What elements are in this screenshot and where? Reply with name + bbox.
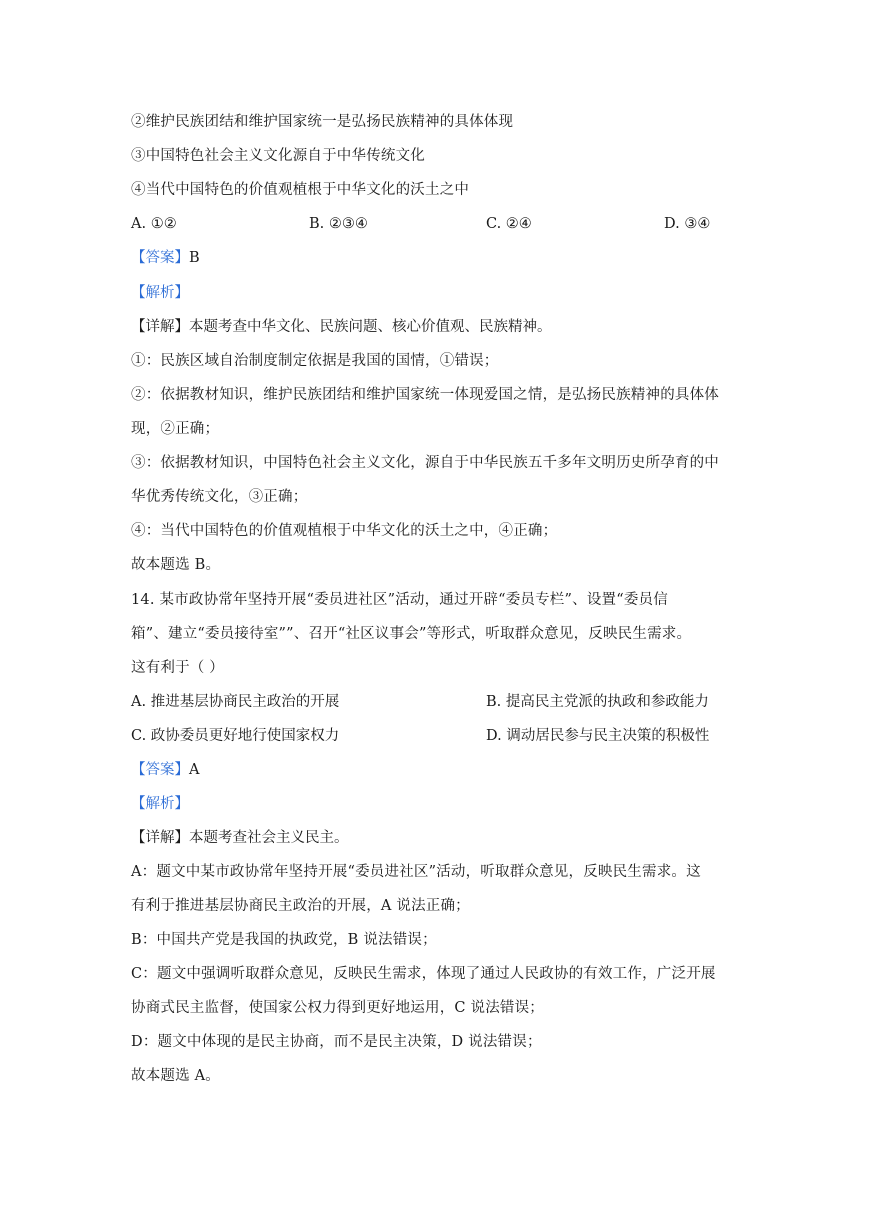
q13-explanation-3-line-1: ③：依据教材知识，中国特色社会主义文化，源自于中华民族五千多年文明历史所孕育的中 (131, 455, 719, 471)
q14-explanation-c-line-1: C：题文中强调听取群众意见，反映民生需求，体现了通过人民政协的有效工作，广泛开展 (131, 966, 716, 982)
q14-answer (131, 760, 199, 780)
q14-detail-label: 【详解】 (131, 830, 189, 846)
q14-answer-label: 【答案】 (131, 762, 189, 778)
q13-answer (131, 248, 200, 268)
q13-conclusion: 故本题选 B。 (131, 557, 221, 573)
q14-explanation-a-line-1: A：题文中某市政协常年坚持开展“委员进社区”活动，听取群众意见，反映民生需求。这 (131, 864, 701, 880)
q13-explanation-3-line-2: 华优秀传统文化，③正确； (131, 489, 308, 505)
q13-analysis-label: 【解析】 (131, 285, 189, 301)
q13-statement-4: ④当代中国特色的价值观植根于中华文化的沃土之中 (131, 182, 470, 198)
q14-option-d: D. 调动居民参与民主决策的积极性 (486, 728, 710, 744)
q14-stem-line-1: 14. 某市政协常年坚持开展“委员进社区”活动，通过开辟“委员专栏”、设置“委员信 (131, 592, 668, 608)
q14-stem-line-3: 这有利于（ ） (131, 660, 225, 676)
q14-explanation-b: B：中国共产党是我国的执政党，B 说法错误； (131, 932, 437, 948)
q14-detail (131, 828, 349, 848)
q14-explanation-a-line-2: 有利于推进基层协商民主政治的开展，A 说法正确； (131, 898, 470, 914)
q13-option-c: C. ②④ (486, 216, 532, 232)
q14-detail-text: 本题考查社会主义民主。 (189, 830, 349, 846)
q14-explanation-d: D：题文中体现的是民主协商，而不是民主决策，D 说法错误； (131, 1034, 542, 1050)
q14-option-b: B. 提高民主党派的执政和参政能力 (486, 694, 709, 710)
q13-detail (131, 317, 552, 337)
q13-answer-label: 【答案】 (131, 250, 189, 266)
q13-detail-label: 【详解】 (131, 319, 189, 335)
q13-explanation-2-line-1: ②：依据教材知识，维护民族团结和维护国家统一体现爱国之情，是弘扬民族精神的具体体 (131, 387, 719, 403)
q14-explanation-c-line-2: 协商式民主监督，使国家公权力得到更好地运用，C 说法错误； (131, 1000, 545, 1016)
q13-explanation-2-line-2: 现，②正确； (131, 421, 220, 437)
q13-option-a: A. ①② (131, 216, 177, 232)
q13-detail-text: 本题考查中华文化、民族问题、核心价值观、民族精神。 (189, 319, 552, 335)
q13-statement-2: ②维护民族团结和维护国家统一是弘扬民族精神的具体体现 (131, 114, 514, 130)
q13-statement-3: ③中国特色社会主义文化源自于中华传统文化 (131, 148, 425, 164)
q13-explanation-1: ①：民族区域自治制度制定依据是我国的国情，①错误； (131, 353, 499, 369)
q14-option-a: A. 推进基层协商民主政治的开展 (131, 694, 340, 710)
q14-answer-value: A (189, 762, 200, 778)
q14-conclusion: 故本题选 A。 (131, 1068, 220, 1084)
q13-option-b: B. ②③④ (309, 216, 368, 232)
q14-option-c: C. 政协委员更好地行使国家权力 (131, 728, 340, 744)
q14-analysis (131, 794, 189, 814)
q13-option-d: D. ③④ (664, 216, 711, 232)
q13-explanation-4: ④：当代中国特色的价值观植根于中华文化的沃土之中，④正确； (131, 523, 558, 539)
q13-answer-value: B (189, 250, 200, 266)
q14-stem-line-2: 箱”、建立“委员接待室””、召开“社区议事会”等形式，听取群众意见，反映民生需求。 (131, 626, 692, 642)
q14-analysis-label: 【解析】 (131, 796, 189, 812)
q13-analysis (131, 283, 189, 303)
